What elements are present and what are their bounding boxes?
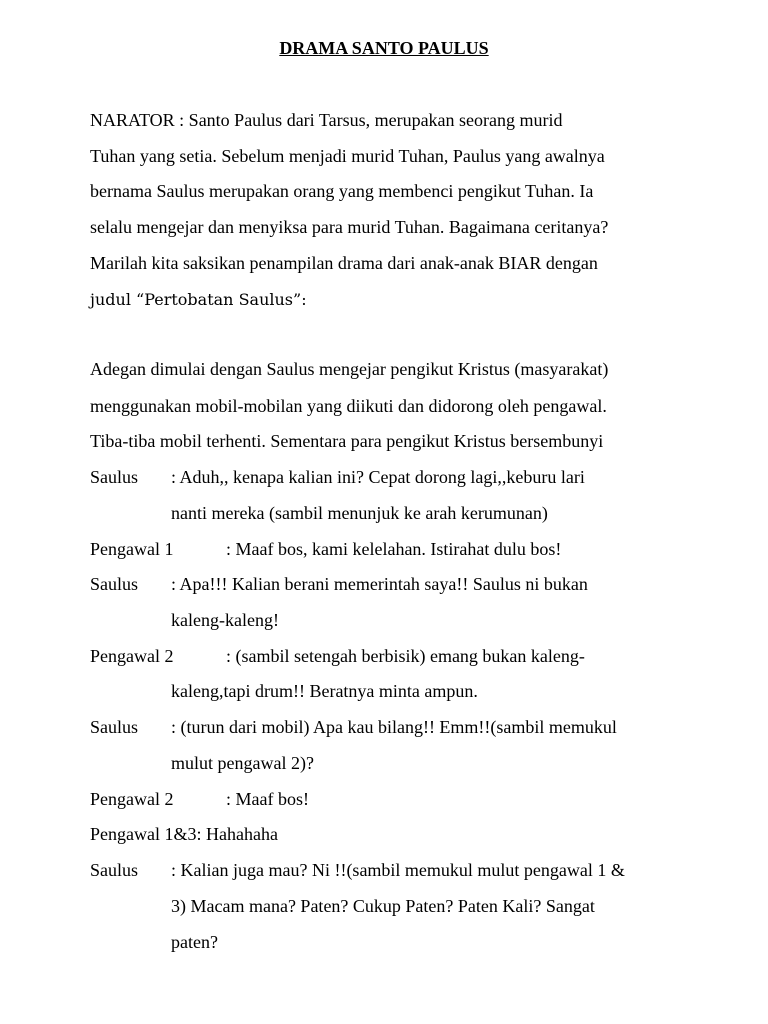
dialogue-text-cont: kaleng-kaleng!: [171, 610, 279, 630]
dialogue-text: : (turun dari mobil) Apa kau bilang!! Emm!!(sambil memukul: [171, 717, 617, 737]
scene-line: Tiba-tiba mobil terhenti. Sementara para pengikut Kristus bersembunyi: [90, 431, 604, 451]
dialogue-text-cont: kaleng,tapi drum!! Beratnya minta ampun.: [171, 681, 478, 701]
page-title: DRAMA SANTO PAULUS: [279, 38, 489, 58]
dialogue-text: : Kalian juga mau? Ni !!(sambil memukul mulut pengawal 1 &: [171, 860, 625, 880]
dialogue-text: : Maaf bos, kami kelelahan. Istirahat dulu bos!: [226, 539, 562, 559]
dialogue-speaker: Pengawal 2: [90, 789, 174, 809]
dialogue-text-cont: mulut pengawal 2)?: [171, 753, 314, 773]
dialogue-speaker: Pengawal 1&3: Hahahaha: [90, 824, 278, 844]
dialogue-text: : Apa!!! Kalian berani memerintah saya!! Saulus ni bukan: [171, 574, 588, 594]
scene-line: menggunakan mobil-mobilan yang diikuti dan didorong oleh pengawal.: [90, 396, 607, 416]
dialogue-text-cont: 3) Macam mana? Paten? Cukup Paten? Paten Kali? Sangat: [171, 896, 595, 916]
narrator-line-judul: [90, 287, 307, 312]
judul-label: judul: [90, 290, 131, 309]
dialogue-speaker: Saulus: [90, 467, 139, 487]
narrator-line: selalu mengejar dan menyiksa para murid Tuhan. Bagaimana ceritanya?: [90, 217, 609, 237]
dialogue-speaker: Saulus: [90, 574, 139, 594]
narrator-line: NARATOR : Santo Paulus dari Tarsus, merupakan seorang murid: [90, 110, 563, 130]
dialogue-text-cont: nanti mereka (sambil menunjuk ke arah kerumunan): [171, 503, 548, 523]
narrator-line: Marilah kita saksikan penampilan drama dari anak-anak BIAR dengan: [90, 253, 598, 273]
dialogue-text-cont: paten?: [171, 932, 218, 952]
dialogue-speaker: Pengawal 2: [90, 646, 174, 666]
dialogue-text: : Maaf bos!: [226, 789, 309, 809]
scene-line: Adegan dimulai dengan Saulus mengejar pengikut Kristus (masyarakat): [90, 359, 609, 379]
narrator-line: bernama Saulus merupakan orang yang membenci pengikut Tuhan. Ia: [90, 181, 594, 201]
narrator-line: Tuhan yang setia. Sebelum menjadi murid Tuhan, Paulus yang awalnya: [90, 146, 605, 166]
dialogue-text: : (sambil setengah berbisik) emang bukan kaleng-: [226, 646, 585, 666]
dialogue-text: : Aduh,, kenapa kalian ini? Cepat dorong lagi,,keburu lari: [171, 467, 585, 487]
dialogue-speaker: Saulus: [90, 717, 139, 737]
judul-text: “Pertobatan Saulus”:: [130, 290, 307, 309]
dialogue-speaker: Pengawal 1: [90, 539, 174, 559]
dialogue-speaker: Saulus: [90, 860, 139, 880]
